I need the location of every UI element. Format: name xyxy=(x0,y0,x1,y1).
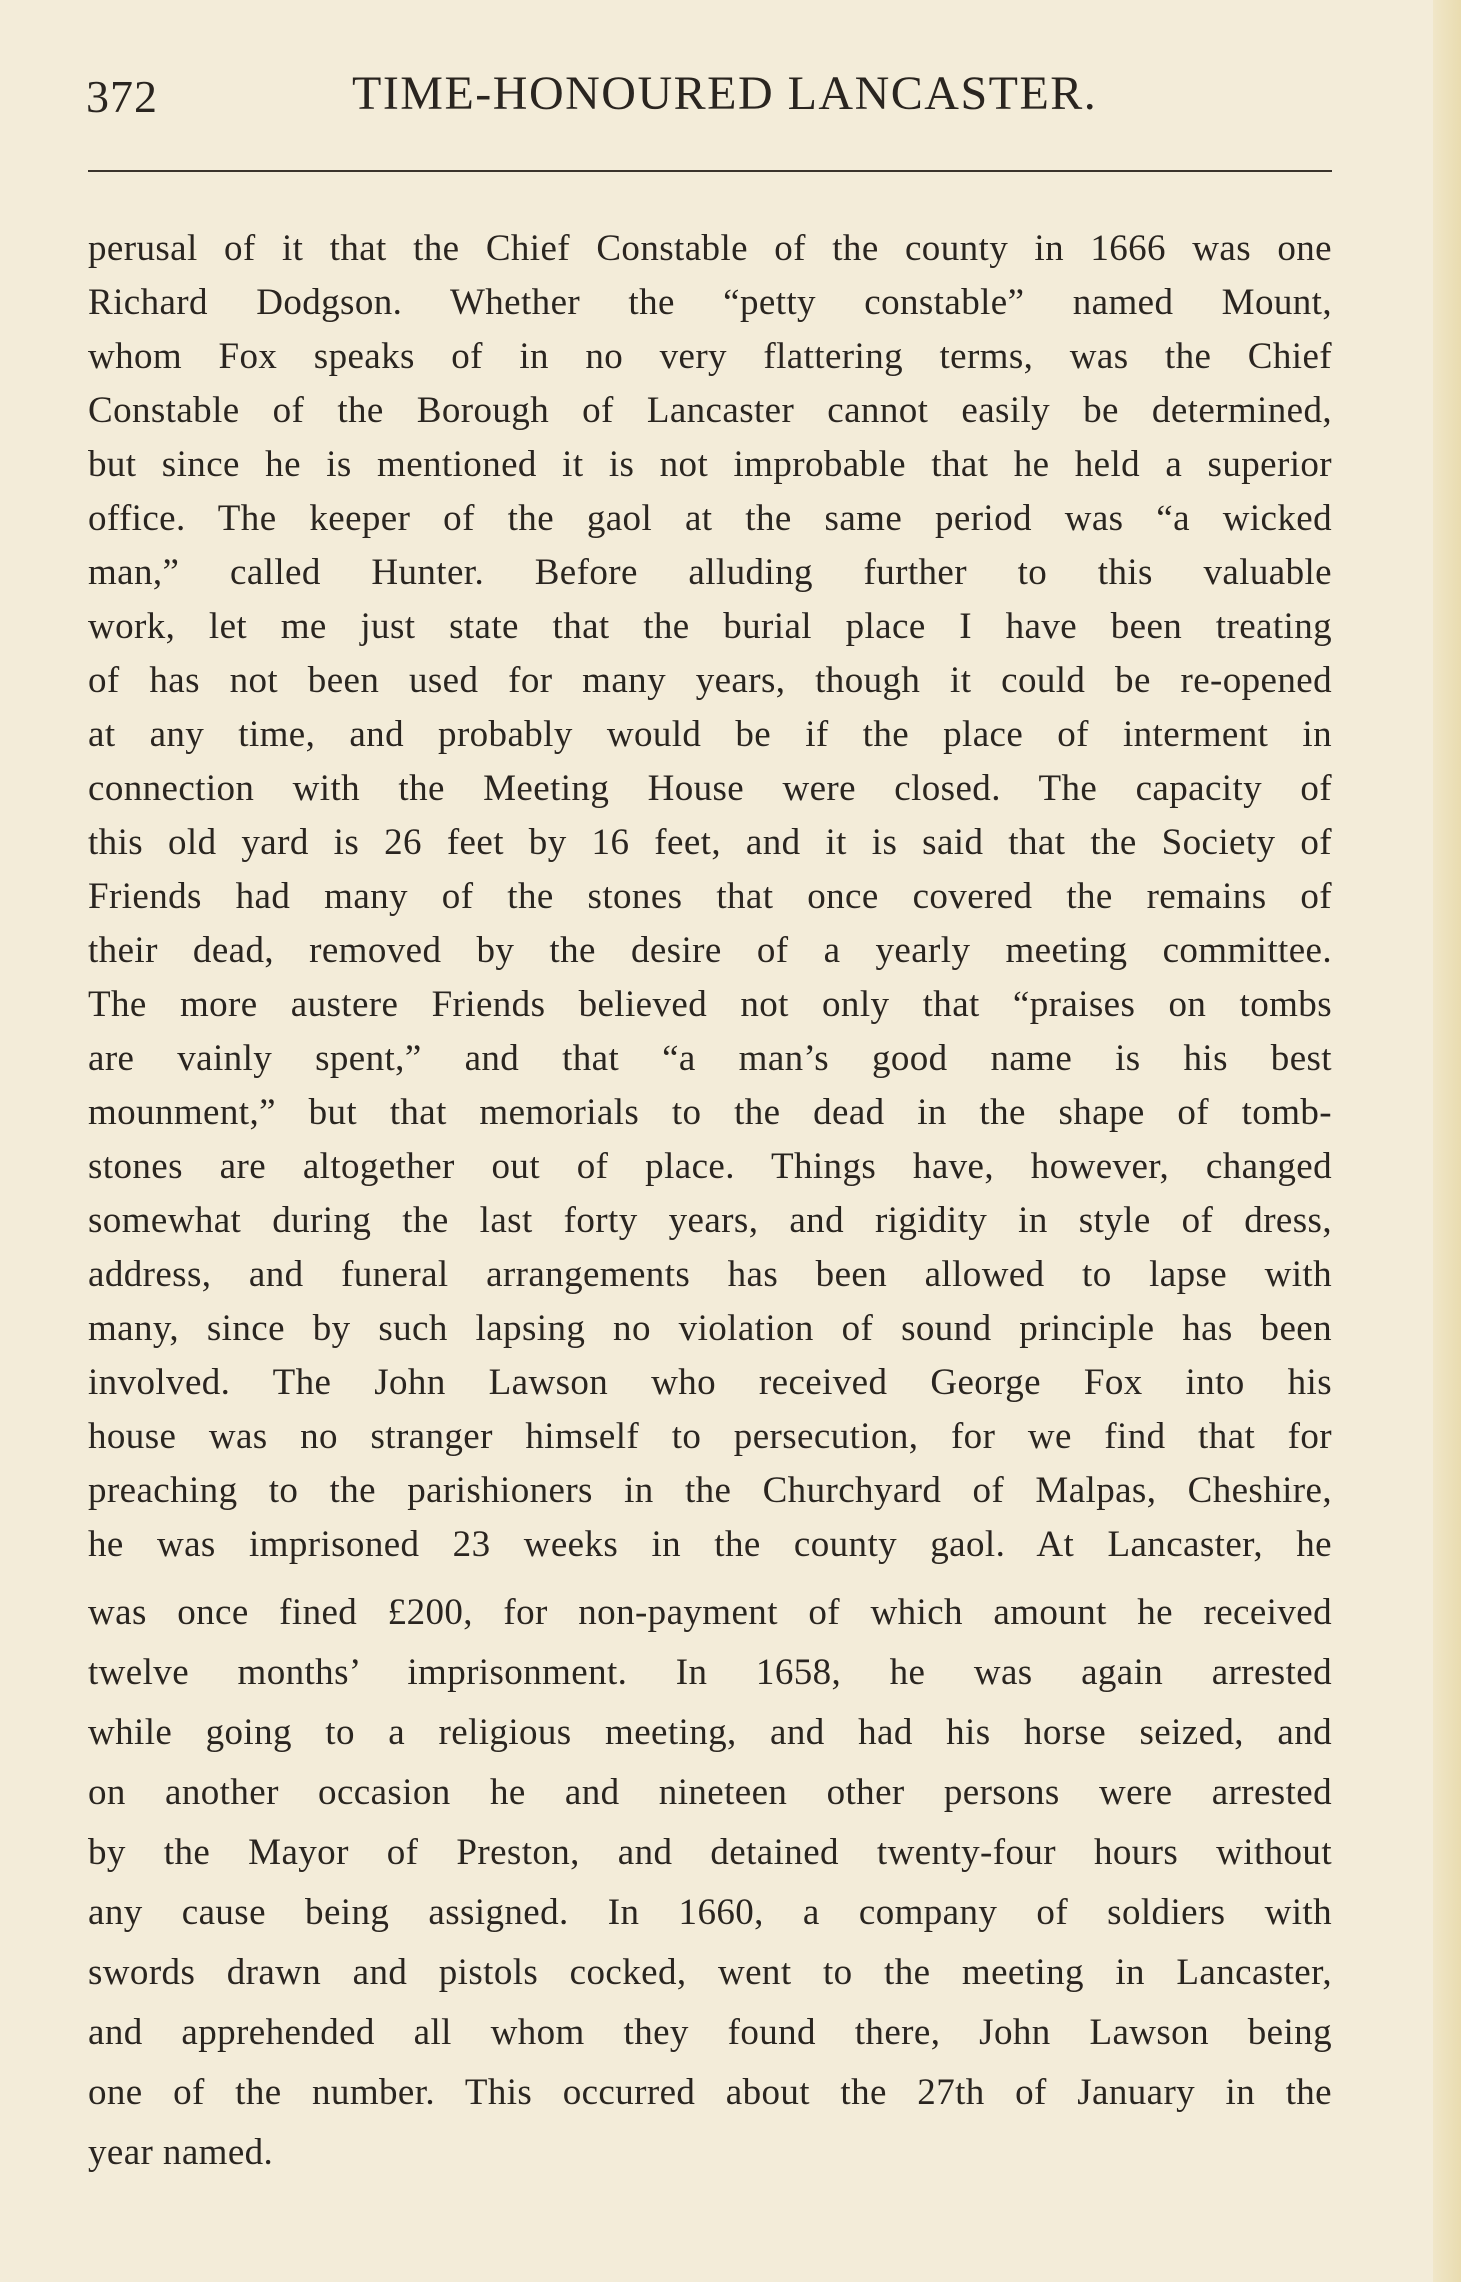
text-line: office. The keeper of the gaol at the same period was “a wicked xyxy=(88,498,1332,539)
text-line: Friends had many of the stones that once covered the remains of xyxy=(88,876,1332,917)
text-line: any cause being assigned. In 1660, a company of soldiers with xyxy=(88,1892,1332,1933)
text-line: by the Mayor of Preston, and detained twenty-four hours without xyxy=(88,1832,1332,1873)
text-line-last: year named. xyxy=(88,2132,274,2173)
running-title: TIME-HONOURED LANCASTER. xyxy=(352,67,1098,120)
text-line: involved. The John Lawson who received George Fox into his xyxy=(88,1362,1332,1403)
text-line: connection with the Meeting House were closed. The capacity of xyxy=(88,768,1332,809)
text-line: of has not been used for many years, though it could be re-opened xyxy=(88,660,1332,701)
text-line: preaching to the parishioners in the Churchyard of Malpas, Cheshire, xyxy=(88,1470,1332,1511)
text-line: he was imprisoned 23 weeks in the county gaol. At Lancaster, he xyxy=(88,1524,1332,1565)
text-line: somewhat during the last forty years, and rigidity in style of dress, xyxy=(88,1200,1332,1241)
text-line: The more austere Friends believed not only that “praises on tombs xyxy=(88,984,1332,1025)
text-line: at any time, and probably would be if the place of interment in xyxy=(88,714,1332,755)
text-line: was once fined £200, for non-payment of which amount he received xyxy=(88,1592,1332,1633)
text-line: address, and funeral arrangements has been allowed to lapse with xyxy=(88,1254,1332,1295)
text-line: are vainly spent,” and that “a man’s good name is his best xyxy=(88,1038,1332,1079)
text-line: work, let me just state that the burial place I have been treating xyxy=(88,606,1332,647)
header-rule xyxy=(88,170,1332,172)
text-line: perusal of it that the Chief Constable of the county in 1666 was one xyxy=(88,228,1332,269)
text-line: twelve months’ imprisonment. In 1658, he was again arrested xyxy=(88,1652,1332,1693)
text-line: swords drawn and pistols cocked, went to the meeting in Lancaster, xyxy=(88,1952,1332,1993)
text-line: Richard Dodgson. Whether the “petty constable” named Mount, xyxy=(88,282,1332,323)
text-line: and apprehended all whom they found there, John Lawson being xyxy=(88,2012,1332,2053)
text-line: Constable of the Borough of Lancaster cannot easily be determined, xyxy=(88,390,1332,431)
text-line: this old yard is 26 feet by 16 feet, and it is said that the Society of xyxy=(88,822,1332,863)
text-line: their dead, removed by the desire of a yearly meeting committee. xyxy=(88,930,1332,971)
text-line: whom Fox speaks of in no very flattering terms, was the Chief xyxy=(88,336,1332,377)
text-line: on another occasion he and nineteen other persons were arrested xyxy=(88,1772,1332,1813)
text-line: mounment,” but that memorials to the dead in the shape of tomb- xyxy=(88,1092,1332,1133)
text-line: many, since by such lapsing no violation of sound principle has been xyxy=(88,1308,1332,1349)
page-number: 372 xyxy=(86,71,158,122)
text-line: stones are altogether out of place. Things have, however, changed xyxy=(88,1146,1332,1187)
page-edge xyxy=(1433,0,1461,2282)
text-line: one of the number. This occurred about the 27th of January in the xyxy=(88,2072,1332,2113)
text-line: house was no stranger himself to persecution, for we find that for xyxy=(88,1416,1332,1457)
text-line: but since he is mentioned it is not improbable that he held a superior xyxy=(88,444,1332,485)
text-line: while going to a religious meeting, and had his horse seized, and xyxy=(88,1712,1332,1753)
text-line: man,” called Hunter. Before alluding further to this valuable xyxy=(88,552,1332,593)
